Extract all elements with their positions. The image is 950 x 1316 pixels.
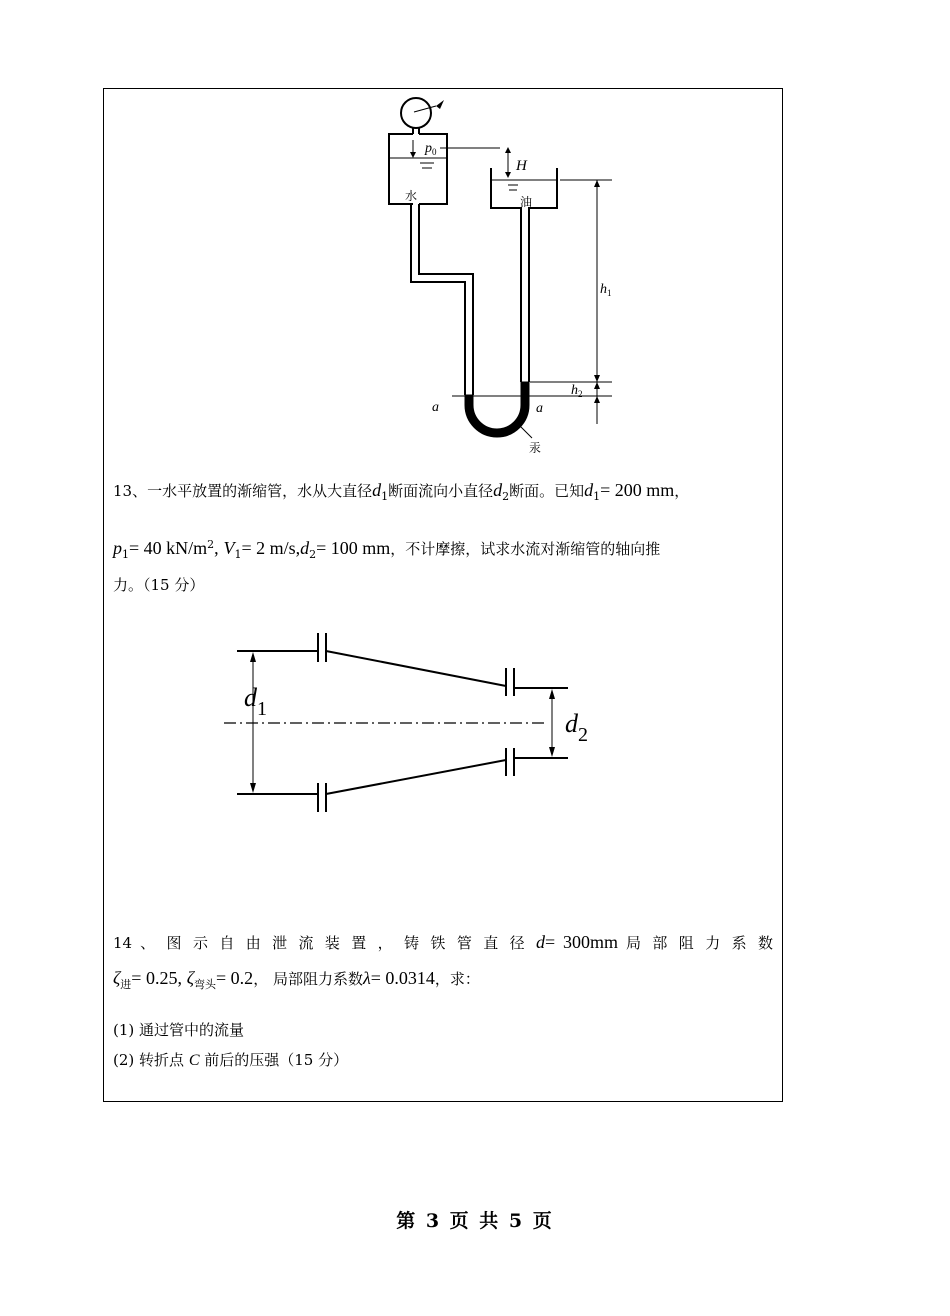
d2-label: $d_2$ — [565, 709, 588, 746]
pressure-gauge-icon — [401, 98, 431, 128]
mercury-label: 汞 — [529, 441, 542, 455]
mercury-u-tube — [465, 382, 529, 437]
q14-item1: (1) 通过管中的流量 — [113, 1021, 245, 1039]
a-right-label: a — [536, 401, 543, 416]
manometer-figure — [380, 94, 640, 464]
water-label: 水 — [405, 189, 418, 203]
d1-label: $d_1$ — [244, 683, 267, 720]
water-tank — [389, 134, 447, 204]
h2-label: $h_2$ — [571, 383, 583, 399]
q14-item2: (2) 转折点 C 前后的压强（15 分） — [113, 1051, 349, 1069]
q13-line3: 力。（15 分） — [113, 576, 205, 594]
H-label: H — [516, 158, 527, 174]
h1-label: $h_1$ — [600, 282, 612, 298]
q13-line2: $p_1= 40$ $kN/m^2$, $V_1= 2$ $m/s,d_2= 100$ mm，不计摩擦，试求水流对渐缩管的轴向推 — [113, 538, 661, 561]
a-left-label: a — [432, 400, 439, 415]
page-footer: 第 3 页 共 5 页 — [396, 1210, 554, 1232]
reducer-figure — [215, 625, 615, 820]
q14-line1: 14 、 图 示 自 由 泄 流 装 置 ， 铸 铁 管 直 径 d= 300mm 局 部 阻 力 系 数 — [113, 932, 773, 952]
q14-line2: $\zeta_进= 0.25$, $\zeta_{弯头}= 0.2$， 局部阻力系数λ= 0.0314，求： — [113, 968, 480, 991]
p0-label: $p_0$ — [425, 141, 437, 157]
oil-label: 油 — [520, 195, 533, 209]
q13-line1: 13、一水平放置的渐缩管，水从大直径$d_1$断面流向小直径$d_2$断面。已知$d_1= 200$ mm， — [113, 480, 690, 503]
